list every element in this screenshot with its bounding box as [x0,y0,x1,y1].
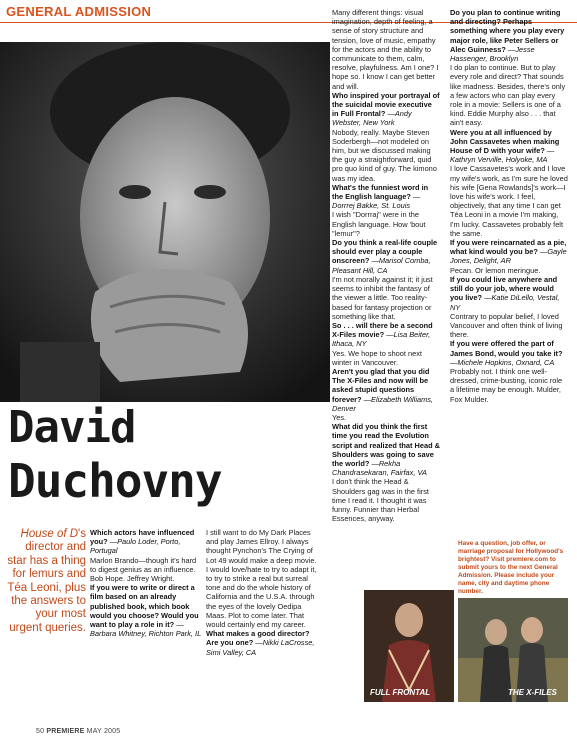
attribution: —Andy Webster, New York [332,109,412,128]
attribution: —Gayle Jones, Delight, AR [450,247,567,266]
answer: I do plan to continue. But to play every role and direct? That sounds like madness. Besides, there's only a few actors who can play every role in a movie: Sellers is one of a kind. Eddie Murphy also . . . that ain't easy. [450,63,566,128]
pull-quote-film: House of D [20,528,79,540]
portrait-illustration [0,42,330,402]
film-still-image [458,598,568,702]
caption-full-frontal: FULL FRONTAL [370,688,431,697]
title-first-name: David [8,402,136,453]
attribution: —Katie DiLello, Vestal, NY [450,293,560,312]
question: If you were reincarnated as a pie, what kind would you be? [450,238,567,257]
column-2 [206,528,318,657]
answer: I love Cassavetes's work and I love my wife's work, as I'm sure he loved his wife [Gena Rowlands]'s work—I love his wife's work. I feel, objectively, that any time I can get Téa Leoni in a movie I'm making, I'm lucky. Cassavetes probably felt the same. [450,164,568,238]
question: Were you at all influenced by John Cassavetes when making House of D with your wife? [450,127,560,156]
attribution: —Nikki LaCrosse, Simi Valley, CA [206,638,315,657]
question: What makes a good director? Are you one? [206,629,310,648]
question: Who inspired your portrayal of the suicidal movie executive in Full Frontal? [332,90,440,119]
answer: Pecan. Or lemon meringue. [450,265,541,275]
attribution: —Michele Hopkins, Oxnard, CA [450,357,555,367]
attribution: —Dorrrej Bakke, St. Louis [332,192,421,211]
issue-date: MAY 2005 [86,728,121,735]
pull-quote-text: 's director and star has a thing for lemurs and Téa Leoni, plus the answers to your most urgent queries. [7,528,86,634]
column-3 [332,8,440,523]
title-last-name: Duchovny [8,454,222,508]
answer: Probably not. I think one well-dressed, crime-busting, iconic role a lifetime may be enough. Mulder, Fox Mulder. [450,366,563,404]
question: What did you think the first time you read the Evolution script and realized that Head & Shoulders was going to save the world? [332,422,441,468]
attribution: —Jesse Hassenger, Brooklyn [450,44,535,64]
attribution: —Lisa Beiter, Ithaca, NY [332,330,431,349]
question: So . . . will there be a second X-Files movie? [332,320,433,340]
column-1 [90,528,202,638]
question: Which actors have influenced you? [90,528,195,547]
question: Aren't you glad that you did The X-Files and now will be asked stupid questions forever? [332,366,430,404]
attribution: —Marisol Comba, Pleasant Hill, CA [332,256,431,275]
answer: I don't think the Head & Shoulders gag was in the first time I read it. I thought it was funny. Funnier than Herbal Essences, anyway. [332,477,429,524]
answer: Marlon Brando—though it's hard to digest genius as an influence. Bob Hope. Jeffrey Wright. [90,555,197,584]
question: If you were to write or direct a film based on an already published book, which book would you choose? Would you want to play a role in it? [90,583,199,630]
answer: I wish "Dorrraj" were in the English language. How 'bout "lemur"? [332,210,426,238]
answer: Nobody, really. Maybe Steven Soderbergh—not modeled on him, but we discussed making the guy a straightforward, quid pro quo kind of guy. The kimono was my idea. [332,127,437,183]
question: If you were offered the part of James Bond, would you take it? [450,339,563,358]
attribution: —Rekha Chandrasekaran, Fairfax, VA [332,458,427,478]
film-still-full-frontal [364,590,454,702]
pull-quote [4,528,86,635]
question: Do you plan to continue writing and directing? Perhaps something where you play every major role, like Peter Sellers or Alec Guinness? [450,8,565,54]
attribution: —Elizabeth Williams, Denver [332,394,433,413]
question: Do you think a real-life couple should ever play a couple onscreen? [332,238,438,266]
attribution: —Paulo Loder, Porto, Portugal [90,537,181,556]
magazine-name: PREMIERE [46,728,85,735]
section-label: GENERAL ADMISSION [6,4,152,19]
answer: I'm not morally against it; it just seems to inhibit the fantasy of the viewer a little. Too reality-based for fantasy projection or something like that. [332,274,433,321]
film-still-x-files [458,598,568,702]
answer: I still want to do My Dark Places and play James Ellroy. I always thought Pynchon's The Crying of Lot 49 would make a deep movie. I would love/hate to try to adapt it, to try to strike a real but surreal tone and do the whole history of California and the U.S.A. through the eyes of the lovely Oedipa Maas. Plot to come later. That would certainly end my career. [206,528,317,630]
caption-x-files: THE X-FILES [508,688,557,697]
answer: Many different things: visual imagination, depth of feeling, a sense of story structure and tension, love of music, empathy for the actors and the ability to communicate to them, calm, resolve, playfulness. Am I one? I hope so. I know I can get better and will. [332,8,439,91]
portrait-photo [0,42,330,402]
answer: Contrary to popular belief, I loved Vancouver and often think of living there. [450,311,563,340]
question: What's the funniest word in the English language? [332,182,429,202]
page-number: 50 [36,728,45,735]
answer: Yes. [332,412,347,422]
column-4 [450,8,568,404]
question: If you could live anywhere and still do your job, where would you live? [450,274,558,303]
page-footer [36,728,120,735]
film-still-image [364,590,454,702]
promo-text: Have a question, job offer, or marriage proposal for Hollywood's brightest? Visit premiere.com to submit yours to the next General Admission. Please include your name, city and daytime phone number. [458,540,564,595]
answer: Yes. We hope to shoot next winter in Vancouver. [332,348,422,367]
attribution: —Barbara Whitney, Richton Park, IL [90,620,202,639]
attribution: —Kathryn Verville, Holyoke, MA [450,146,555,165]
